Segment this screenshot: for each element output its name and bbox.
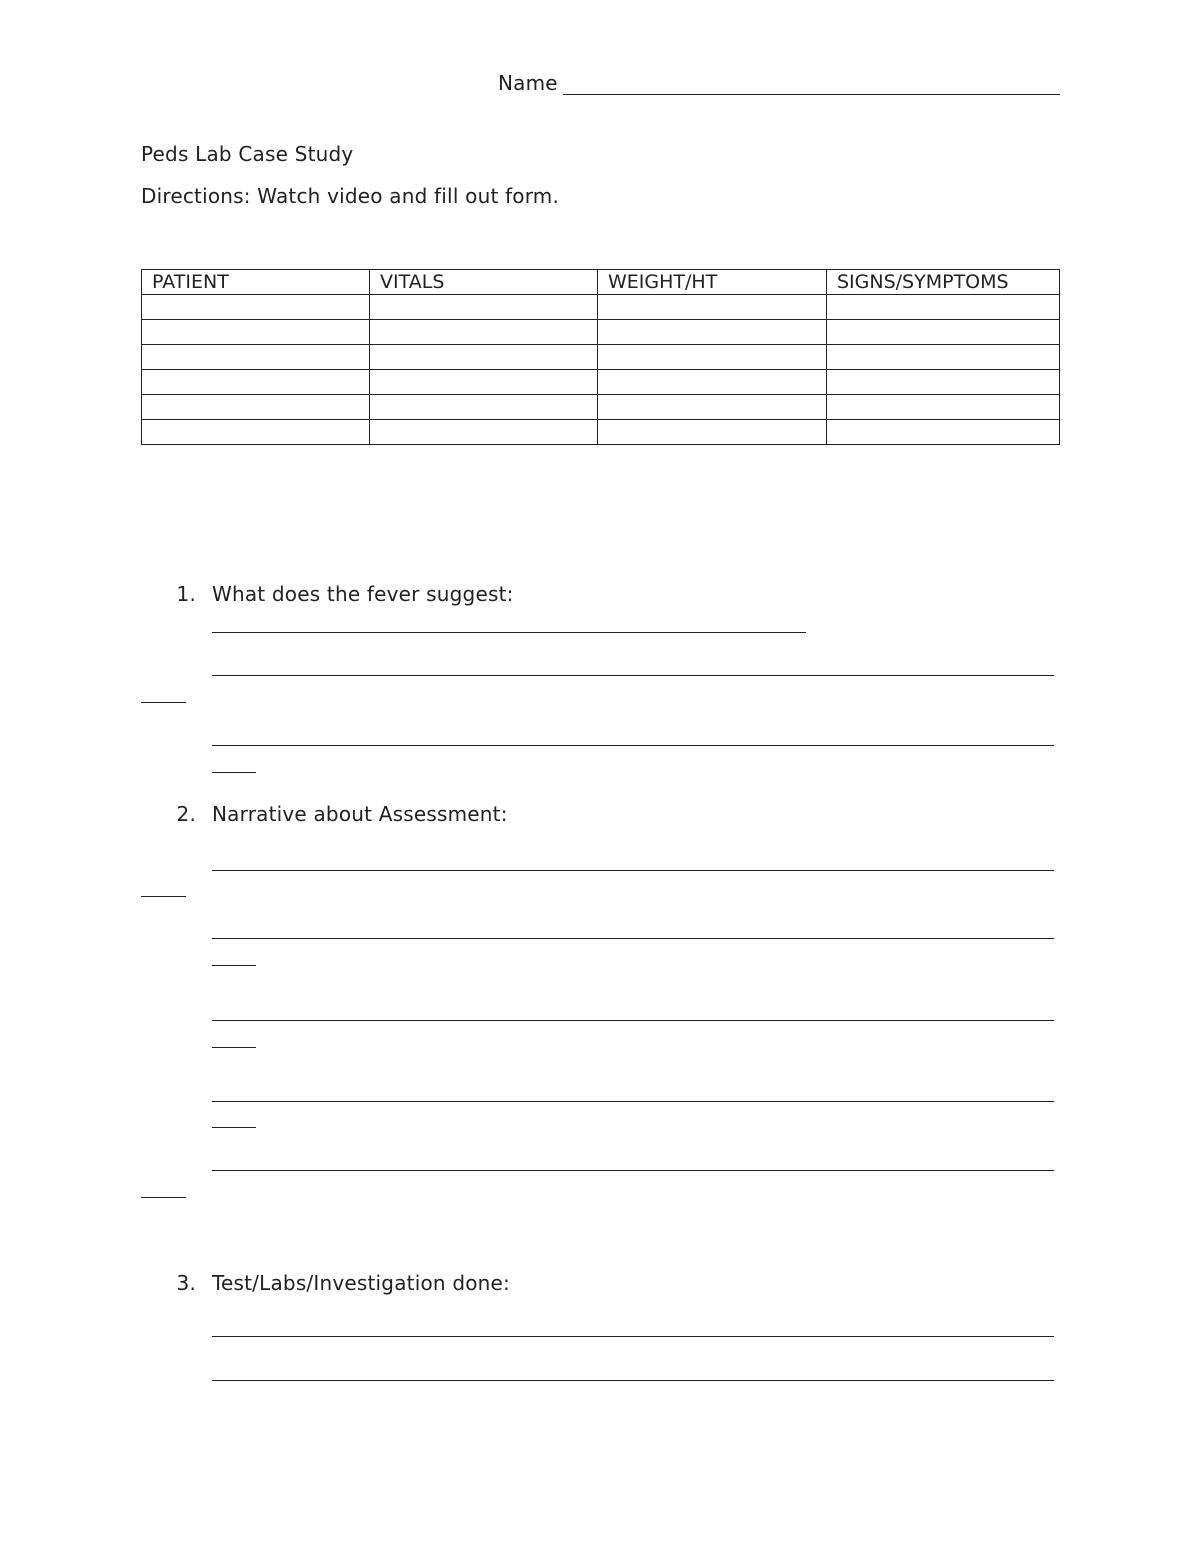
table-row bbox=[142, 420, 1060, 445]
table-cell[interactable] bbox=[827, 295, 1060, 320]
table-header-row bbox=[142, 270, 1060, 295]
answer-line-continuation[interactable] bbox=[212, 772, 256, 773]
table-cell[interactable] bbox=[827, 420, 1060, 445]
question-text: Test/Labs/Investigation done: bbox=[212, 1271, 510, 1295]
answer-line[interactable] bbox=[212, 870, 1054, 871]
table-cell[interactable] bbox=[142, 345, 370, 370]
table-cell[interactable] bbox=[598, 370, 827, 395]
table-row bbox=[142, 370, 1060, 395]
table-cell[interactable] bbox=[370, 295, 598, 320]
table-cell[interactable] bbox=[370, 370, 598, 395]
answer-line[interactable] bbox=[212, 632, 806, 633]
answer-line-continuation[interactable] bbox=[212, 1127, 256, 1128]
table-row bbox=[142, 295, 1060, 320]
question-number: 1. bbox=[176, 582, 196, 606]
table-row bbox=[142, 395, 1060, 420]
table-cell[interactable] bbox=[370, 320, 598, 345]
answer-line-continuation[interactable] bbox=[141, 1197, 186, 1198]
question-text: What does the fever suggest: bbox=[212, 582, 514, 606]
table-cell[interactable] bbox=[598, 345, 827, 370]
directions-text: Directions: Watch video and fill out form. bbox=[141, 184, 560, 208]
answer-line[interactable] bbox=[212, 938, 1054, 939]
table-cell[interactable] bbox=[370, 345, 598, 370]
table-cell[interactable] bbox=[142, 320, 370, 345]
answer-line-continuation[interactable] bbox=[212, 965, 256, 966]
table-cell[interactable] bbox=[827, 370, 1060, 395]
table-row bbox=[142, 345, 1060, 370]
answer-line[interactable] bbox=[212, 1101, 1054, 1102]
table-cell[interactable] bbox=[142, 370, 370, 395]
table-cell[interactable] bbox=[598, 395, 827, 420]
column-header-weight-ht: WEIGHT/HT bbox=[598, 270, 827, 295]
table-cell[interactable] bbox=[598, 320, 827, 345]
table-cell[interactable] bbox=[598, 295, 827, 320]
table-cell[interactable] bbox=[142, 420, 370, 445]
table-cell[interactable] bbox=[598, 420, 827, 445]
name-label: Name bbox=[498, 71, 558, 95]
page-title: Peds Lab Case Study bbox=[141, 142, 354, 166]
table-row bbox=[142, 320, 1060, 345]
table-cell[interactable] bbox=[370, 420, 598, 445]
question-text: Narrative about Assessment: bbox=[212, 802, 508, 826]
answer-line[interactable] bbox=[212, 1170, 1054, 1171]
answer-line[interactable] bbox=[212, 1380, 1054, 1381]
table-cell[interactable] bbox=[370, 395, 598, 420]
column-header-vitals: VITALS bbox=[370, 270, 598, 295]
answer-line-continuation[interactable] bbox=[212, 1047, 256, 1048]
answer-line-continuation[interactable] bbox=[141, 896, 186, 897]
name-field[interactable] bbox=[563, 94, 1060, 95]
question-number: 3. bbox=[176, 1271, 196, 1295]
answer-line[interactable] bbox=[212, 675, 1054, 676]
column-header-patient: PATIENT bbox=[142, 270, 370, 295]
answer-line-continuation[interactable] bbox=[141, 702, 186, 703]
answer-line[interactable] bbox=[212, 1020, 1054, 1021]
patient-info-table bbox=[141, 269, 1060, 445]
answer-line[interactable] bbox=[212, 1336, 1054, 1337]
question-number: 2. bbox=[176, 802, 196, 826]
table-cell[interactable] bbox=[827, 395, 1060, 420]
column-header-signs-symptoms: SIGNS/SYMPTOMS bbox=[827, 270, 1060, 295]
table-cell[interactable] bbox=[142, 395, 370, 420]
answer-line[interactable] bbox=[212, 745, 1054, 746]
table-cell[interactable] bbox=[142, 295, 370, 320]
table-cell[interactable] bbox=[827, 345, 1060, 370]
table-cell[interactable] bbox=[827, 320, 1060, 345]
